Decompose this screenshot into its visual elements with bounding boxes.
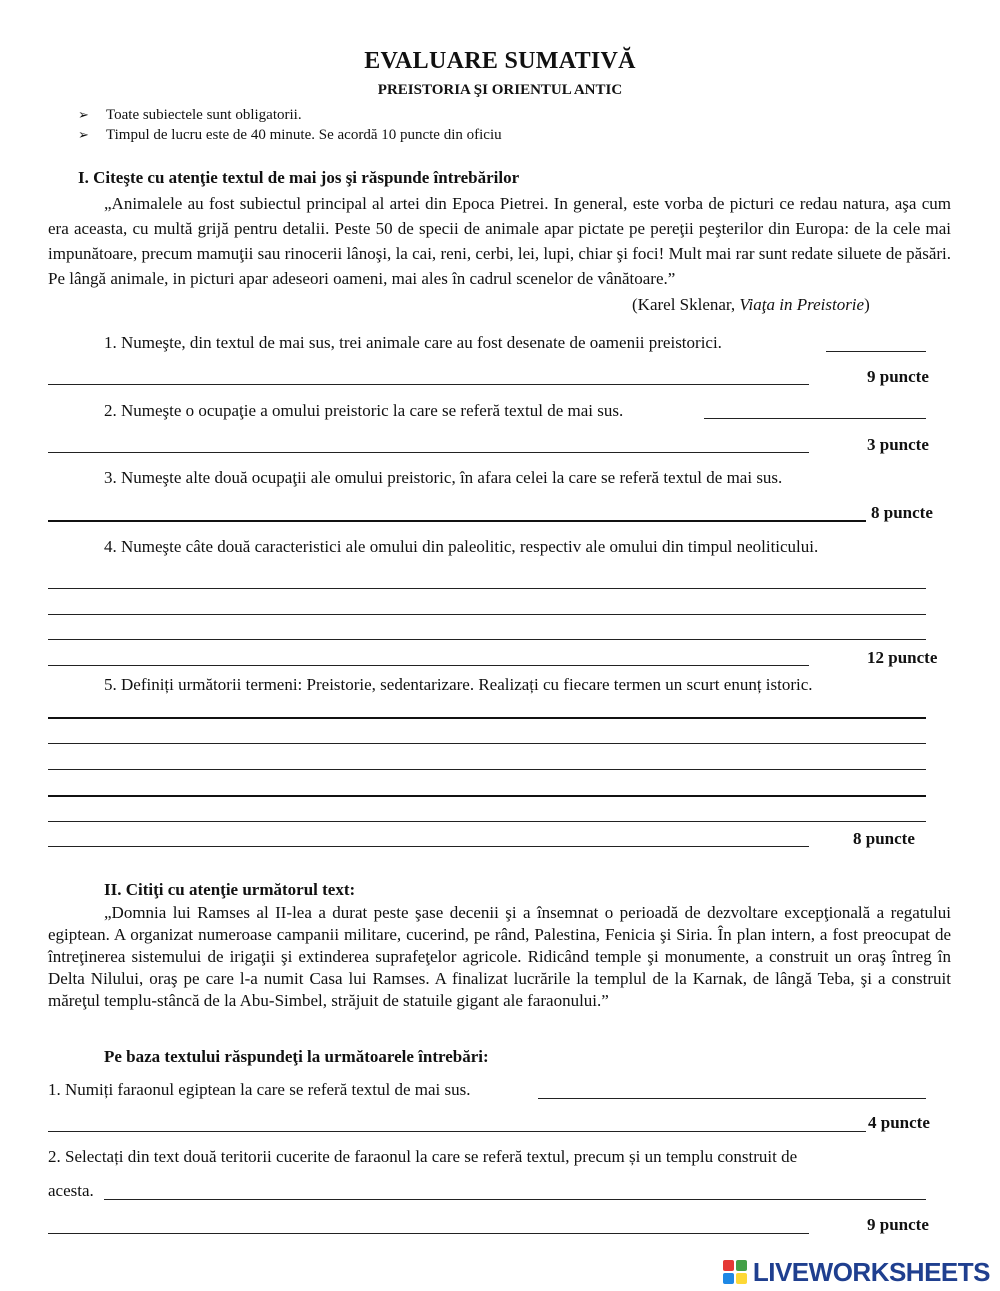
liveworksheets-logo-icon bbox=[723, 1260, 747, 1284]
section2-text: „Domnia lui Ramses al II-lea a durat peste şase decenii şi a însemnat o perioadă de dezvoltare excepţională a regatului egiptean. A organizat numeroase campanii militare, cucerind, pe rând, Palestina, Fenicia şi Siria. În plan intern, a fost preocupat de întreţinerea sistemului de irigaţii şi extinderea suprafeţelor agricole. Ridicând temple şi monumente, a construit un oraş întreg în Delta Nilului, oraş pe care l-a numit Casa lui Ramses. A finalizat lucrările la templul de la Karnak, de lângă Teba, şi a construit măreţul templu-stâncă de la Abu-Simbel, străjuit de statuile gigant ale faraonului.” bbox=[48, 903, 951, 1010]
answer-line[interactable] bbox=[104, 1199, 926, 1200]
question-ii-2: 2. Selectați din text două teritorii cucerite de faraonul la care se referă textul, precum și un templu construit de bbox=[48, 1147, 798, 1166]
question-5: 5. Definiți următorii termeni: Preistorie, sedentarizare. Realizați cu fiecare termen un scurt enunț istoric. bbox=[104, 675, 813, 694]
answer-line[interactable] bbox=[48, 588, 926, 589]
answer-line[interactable] bbox=[48, 639, 926, 640]
answer-line[interactable] bbox=[826, 351, 926, 352]
instruction-item: ➢ Toate subiectele sunt obligatorii. bbox=[78, 107, 302, 123]
question-3: 3. Numeşte alte două ocupaţii ale omului preistoric, în afara celei la care se referă textul de mai sus. bbox=[104, 468, 783, 487]
answer-line[interactable] bbox=[48, 1131, 866, 1132]
section1-text: „Animalele au fost subiectul principal al artei din Epoca Pietrei. In general, este vorba de picturi ce redau natura, aşa cum era aceasta, cu multă grijă pentru detalii. Peste 50 de specii de animale apar pictate pe pereţii peşterilor din Europa: de la cele mai impunătoare, precum mamuţii sau rinocerii lânoşi, la cai, reni, cerbi, lei, lupi, chiar şi foci! Mult mai rar sunt redate siluete de păsări. Pe lângă animale, in picturi apar adeseori oameni, mai ales în cadrul scenelor de vânătoare.” bbox=[48, 194, 951, 288]
answer-line[interactable] bbox=[48, 665, 809, 666]
answer-line[interactable] bbox=[704, 418, 926, 419]
points-label: 4 puncte bbox=[868, 1113, 930, 1132]
question-1: 1. Numeşte, din textul de mai sus, trei animale care au fost desenate de oamenii preistorici. bbox=[104, 333, 722, 352]
question-2: 2. Numeşte o ocupaţie a omului preistoric la care se referă textul de mai sus. bbox=[104, 401, 624, 420]
answer-line[interactable] bbox=[48, 384, 809, 385]
page-subtitle: PREISTORIA ŞI ORIENTUL ANTIC bbox=[377, 82, 623, 98]
arrow-bullet-icon: ➢ bbox=[78, 107, 89, 122]
points-label: 12 puncte bbox=[867, 648, 938, 667]
answer-line[interactable] bbox=[48, 743, 926, 744]
question-ii-2-continuation: acesta. bbox=[48, 1181, 94, 1200]
answer-line[interactable] bbox=[48, 717, 926, 719]
section1-citation: (Karel Sklenar, Viaţa in Preistorie) bbox=[632, 295, 870, 314]
section2-heading: II. Citiţi cu atenţie următorul text: bbox=[104, 880, 356, 899]
answer-line[interactable] bbox=[48, 452, 809, 453]
question-ii-1: 1. Numiți faraonul egiptean la care se referă textul de mai sus. bbox=[48, 1080, 471, 1099]
section2-subheading: Pe baza textului răspundeţi la următoarele întrebări: bbox=[104, 1047, 489, 1066]
answer-line[interactable] bbox=[538, 1098, 926, 1099]
instruction-item: ➢ Timpul de lucru este de 40 minute. Se acordă 10 puncte din oficiu bbox=[78, 127, 502, 143]
answer-line[interactable] bbox=[48, 769, 926, 770]
points-label: 8 puncte bbox=[853, 829, 915, 848]
arrow-bullet-icon: ➢ bbox=[78, 127, 89, 142]
answer-line[interactable] bbox=[48, 821, 926, 822]
points-label: 9 puncte bbox=[867, 367, 929, 386]
answer-line[interactable] bbox=[48, 795, 926, 797]
page-title: EVALUARE SUMATIVĂ bbox=[364, 48, 636, 74]
points-label: 3 puncte bbox=[867, 435, 929, 454]
answer-line[interactable] bbox=[48, 1233, 809, 1234]
answer-line[interactable] bbox=[48, 520, 866, 522]
liveworksheets-logo: LIVEWORKSHEETS bbox=[723, 1258, 990, 1286]
points-label: 8 puncte bbox=[871, 503, 933, 522]
question-4: 4. Numeşte câte două caracteristici ale omului din paleolitic, respectiv ale omului din timpul neoliticului. bbox=[104, 537, 819, 556]
answer-line[interactable] bbox=[48, 614, 926, 615]
points-label: 9 puncte bbox=[867, 1215, 929, 1234]
answer-line[interactable] bbox=[48, 846, 809, 847]
section1-heading: I. Citeşte cu atenţie textul de mai jos şi răspunde întrebărilor bbox=[78, 168, 520, 187]
